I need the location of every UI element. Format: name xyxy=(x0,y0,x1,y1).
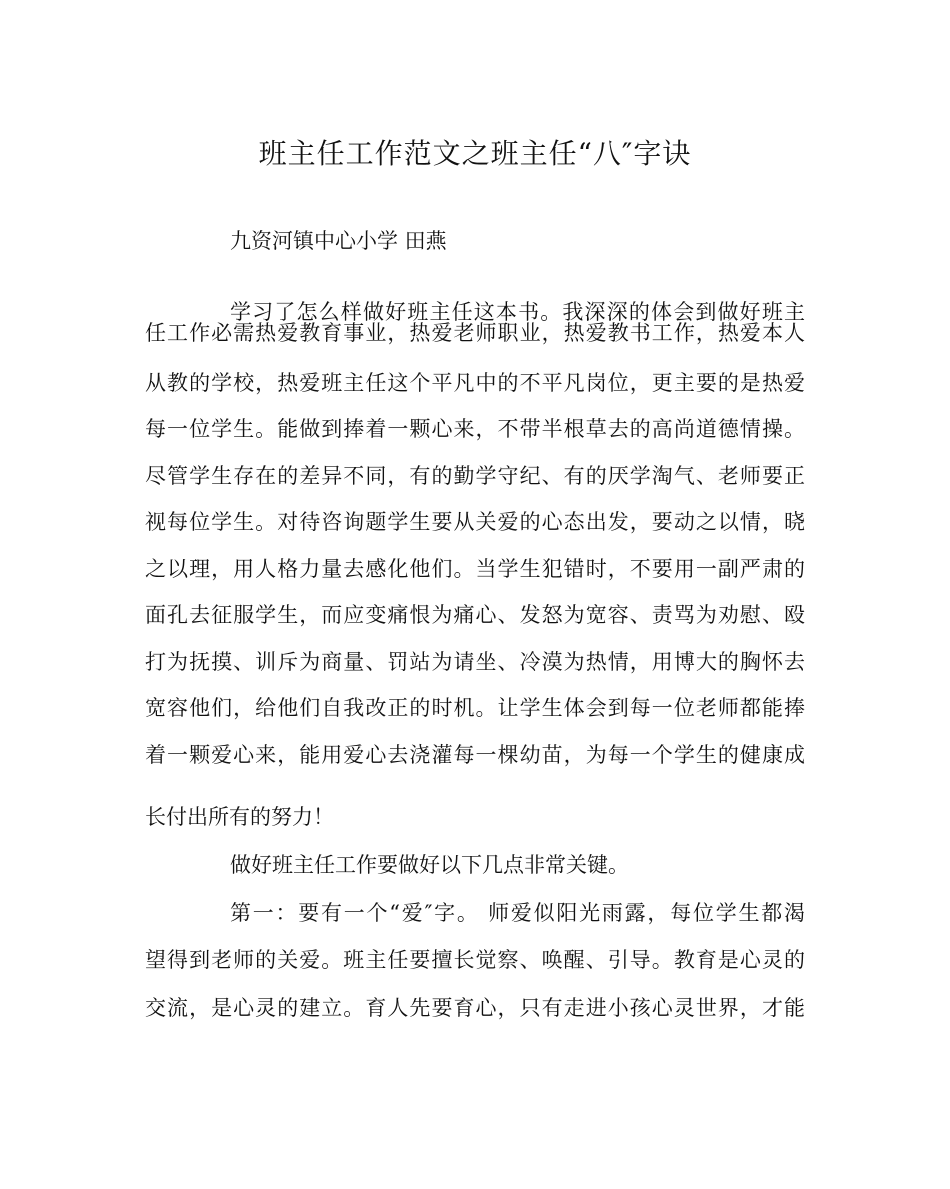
paragraph-line: 任工作必需热爱教育事业，热爱老师职业，热爱教书工作，热爱本人 xyxy=(145,321,805,345)
paragraph-line: 着一颗爱心来，能用爱心去浇灌每一棵幼苗，为每一个学生的健康成 xyxy=(145,743,805,767)
paragraph-line: 从教的学校，热爱班主任这个平凡中的不平凡岗位，更主要的是热爱 xyxy=(145,371,805,395)
paragraph-line: 宽容他们，给他们自我改正的时机。让学生体会到每一位老师都能捧 xyxy=(145,696,805,720)
paragraph-line: 第一：要有一个“爱″字。 师爱似阳光雨露，每位学生都渴 xyxy=(230,901,805,925)
paragraph-line: 每一位学生。能做到捧着一颗心来，不带半根草去的高尚道德情操。 xyxy=(145,417,805,441)
paragraph-line: 做好班主任工作要做好以下几点非常关键。 xyxy=(230,853,629,877)
paragraph-line: 长付出所有的努力！ xyxy=(145,805,334,829)
paragraph-line: 学习了怎么样做好班主任这本书。我深深的体会到做好班主 xyxy=(230,300,805,324)
paragraph-line: 望得到老师的关爱。班主任要擅长觉察、唤醒、引导。教育是心灵的 xyxy=(145,948,805,972)
paragraph-line: 打为抚摸、训斥为商量、罚站为请坐、冷漠为热情，用博大的胸怀去 xyxy=(145,650,805,674)
paragraph-line: 视每位学生。对待咨询题学生要从关爱的心态出发，要动之以情，晓 xyxy=(145,510,805,534)
author-line: 九资河镇中心小学 田燕 xyxy=(230,229,447,253)
paragraph-line: 交流，是心灵的建立。育人先要育心，只有走进小孩心灵世界，才能 xyxy=(145,996,805,1020)
paragraph-line: 面孔去征服学生，而应变痛恨为痛心、发怒为宽容、责骂为劝慰、殴 xyxy=(145,603,805,627)
paragraph-line: 之以理，用人格力量去感化他们。当学生犯错时，不要用一副严肃的 xyxy=(145,557,805,581)
page-title: 班主任工作范文之班主任“八″字诀 xyxy=(258,137,692,170)
paragraph-line: 尽管学生存在的差异不同，有的勤学守纪、有的厌学淘气、老师要正 xyxy=(145,464,805,488)
